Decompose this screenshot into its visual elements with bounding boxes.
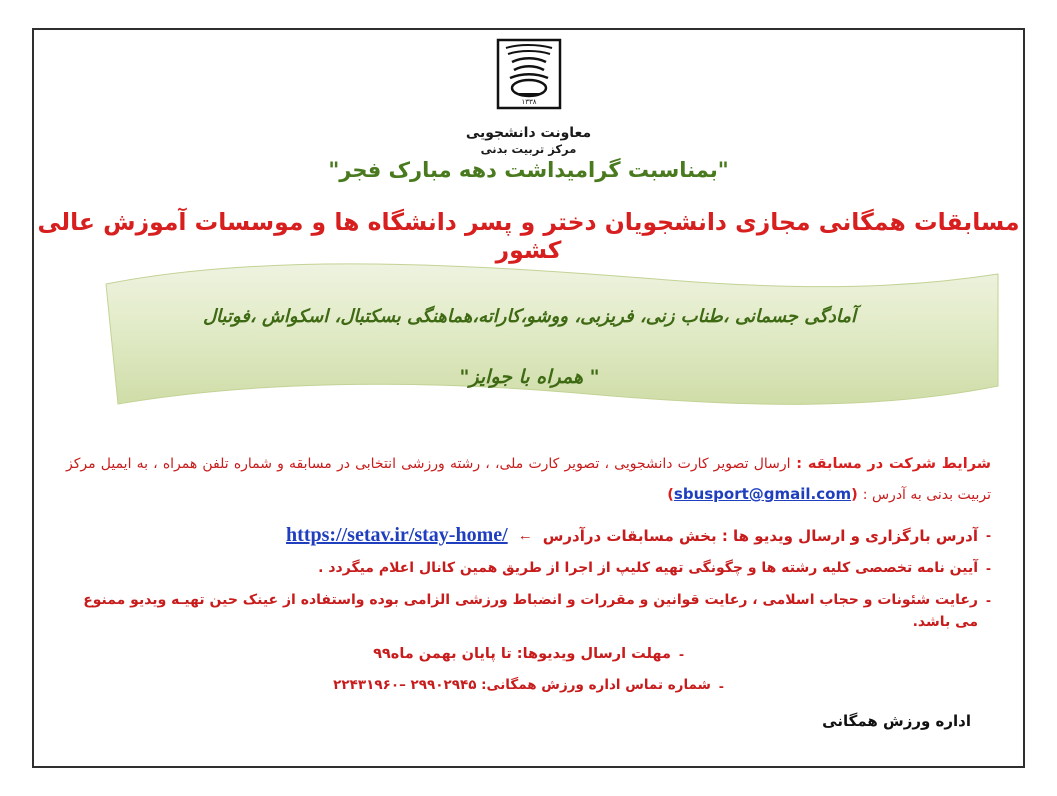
email-open-paren: (	[851, 487, 858, 503]
body-content	[52, 450, 1005, 708]
email-link[interactable]: sbusport@gmail.com	[673, 485, 852, 503]
bullet-dash: -	[986, 592, 991, 609]
conditions-label: شرایط شرکت در مسابقه :	[796, 456, 991, 472]
participation-conditions	[52, 450, 1005, 510]
bullet-text-regulations: آیین نامه تخصصی کلیه رشته ها و چگونگی تهیه کلیپ از اجرا از طریق همین کانال اعلام میگردد .	[318, 559, 978, 576]
logo-caption-center: مرکز تربیت بدنی	[480, 142, 577, 156]
shahid-beheshti-university-logo-icon	[492, 38, 566, 116]
list-item	[66, 675, 991, 699]
contest-url-link[interactable]: https://setav.ir/stay-home/	[286, 524, 508, 547]
email-close-paren: )	[667, 487, 674, 503]
header-logo-block	[34, 38, 1023, 156]
upload-address-label: آدرس بارگزاری و ارسال ویدیو ها : بخش مسابقات درآدرس	[542, 526, 978, 545]
upload-address-row	[66, 524, 978, 547]
bullet-text-deadline: مهلت ارسال ویدیوها: تا پایان بهمن ماه۹۹	[373, 645, 671, 662]
banner-sports-list: آمادگی جسمانی ،طناب زنی، فریزبی، ووشو،کاراته،هماهنگی بسکتبال، اسکواش ،فوتبال	[202, 306, 857, 327]
banner-prize-line: " همراه با جوایز"	[459, 366, 600, 388]
bullet-dash: -	[986, 559, 991, 577]
sports-banner	[48, 258, 1011, 416]
bullet-text-phone: شماره تماس اداره ورزش همگانی: ۲۹۹۰۲۹۴۵ –۲۲۴۳۱۹۶۰	[333, 677, 711, 694]
poster-frame	[32, 28, 1025, 768]
svg-text:۱۳۳۸: ۱۳۳۸	[520, 98, 537, 106]
list-item	[66, 643, 991, 667]
list-item	[66, 589, 991, 634]
bullet-text-dress-code: رعایت شئونات و حجاب اسلامی ، رعایت قوانین و مقررات و انضباط ورزشی الزامی بوده واستفاده از عینک حین تهیـه ویدیو ممنوع می باشد.	[83, 592, 978, 631]
list-item	[66, 524, 991, 548]
list-item	[66, 557, 991, 581]
footer-office-name: اداره ورزش همگانی	[822, 712, 971, 730]
conditions-text: ارسال تصویر کارت دانشجویی ، تصویر کارت ملی، ، رشته ورزشی انتخابی در مسابقه و شماره تلفن همراه ، به ایمیل مرکز تربیت بدنی به آدرس :	[66, 456, 991, 503]
logo-caption-deputy: معاونت دانشجویی	[465, 125, 592, 141]
bullet-dash: -	[678, 645, 684, 663]
bullet-dash: -	[718, 678, 724, 696]
bullet-dash: -	[986, 527, 991, 544]
main-red-title: مسابقات همگانی مجازی دانشجویان دختر و پسر دانشگاه ها و موسسات آموزش عالی کشور	[37, 208, 1020, 264]
bullet-list	[52, 524, 1005, 699]
green-occasion-title: "بمناسبت گرامیداشت دهه مبارک فجر"	[328, 158, 729, 182]
arrow-left-icon: ←	[517, 527, 533, 545]
